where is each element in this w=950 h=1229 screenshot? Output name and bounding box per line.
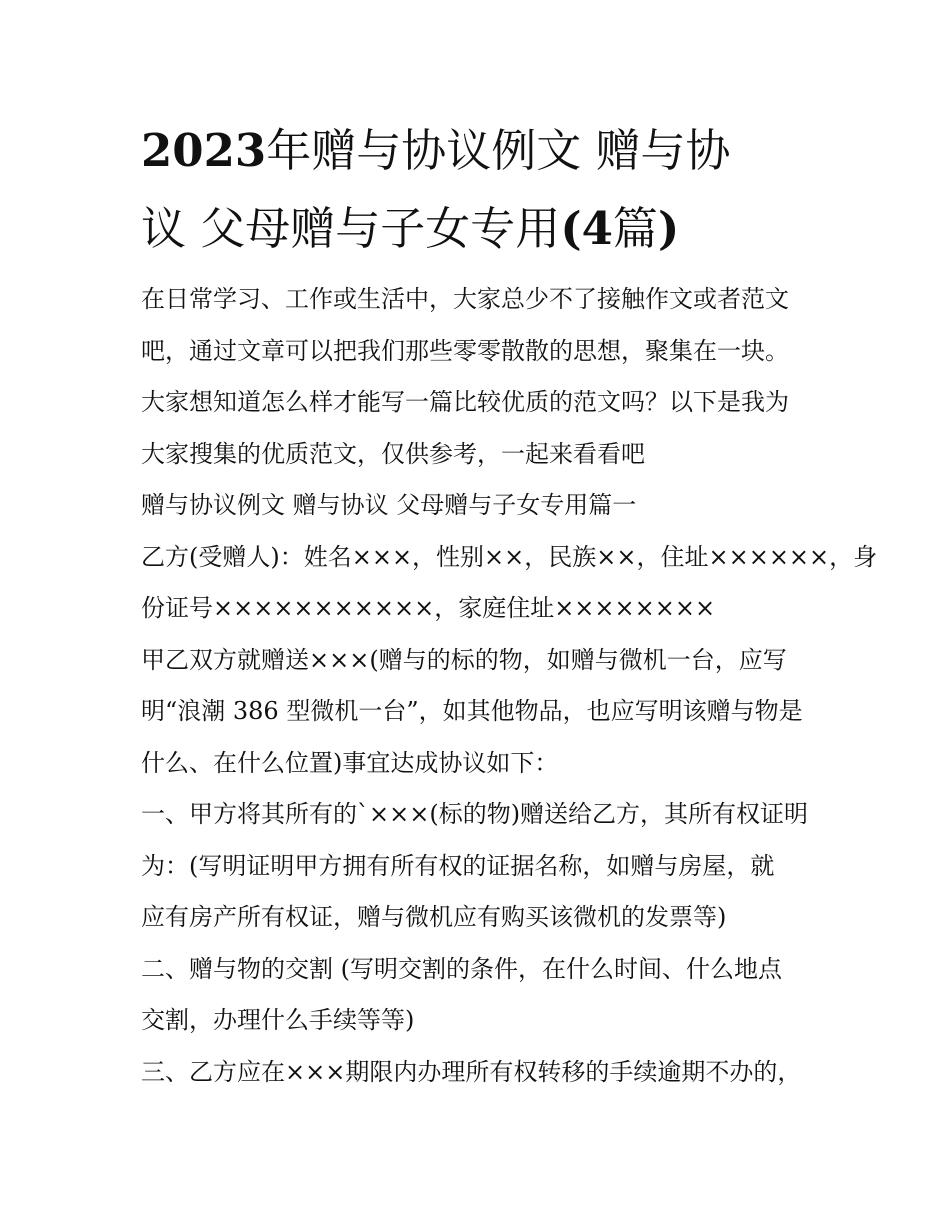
body-line: 甲乙双方就赠送×××(赠与的标的物，如赠与微机一台，应写 <box>141 645 787 674</box>
title-count-close: ) <box>657 202 680 255</box>
title-count-open: (4 <box>560 202 613 255</box>
document-title <box>141 112 821 268</box>
title-line-2 <box>141 190 821 268</box>
body-line: 三、乙方应在×××期限内办理所有权转移的手续逾期不办的， <box>141 1057 802 1086</box>
body-line: 一、甲方将其所有的`×××(标的物)赠送给乙方，其所有权证明 <box>141 800 809 828</box>
body-line: 份证号×××××××××××，家庭住址×××××××× <box>141 594 716 622</box>
document-page <box>141 112 878 1098</box>
title-line-1 <box>141 112 821 190</box>
body-line: 应有房产所有权证，赠与微机应有购买该微机的发票等) <box>141 903 727 931</box>
title-count-unit: 篇 <box>612 202 658 255</box>
title-line-1-text: 年赠与协议例文 赠与协 <box>266 124 731 177</box>
body-line: 吧，通过文章可以把我们那些零零散散的思想，聚集在一块。 <box>141 336 789 365</box>
body-line: 交割，办理什么手续等等) <box>141 1006 415 1034</box>
body-line: 明“浪潮 386 型微机一台”，如其他物品，也应写明该赠与物是 <box>141 697 803 725</box>
body-line: 什么、在什么位置)事宜达成协议如下： <box>141 748 559 777</box>
body-line: 二、赠与物的交割 (写明交割的条件，在什么时间、什么地点 <box>141 954 782 983</box>
title-year: 2023 <box>141 124 267 177</box>
title-line-2-text: 议 父母赠与子女专用 <box>141 202 561 255</box>
section-heading: 赠与协议例文 赠与协议 父母赠与子女专用篇一 <box>141 491 637 519</box>
body-line: 大家搜集的优质范文，仅供参考，一起来看看吧 <box>141 439 645 468</box>
body-line: 大家想知道怎么样才能写一篇比较优质的范文吗？以下是我为 <box>141 388 789 416</box>
body-line: 在日常学习、工作或生活中，大家总少不了接触作文或者范文 <box>141 285 789 313</box>
body-line: 乙方(受赠人)：姓名×××，性别××，民族××，住址××××××，身 <box>141 542 878 571</box>
document-body <box>141 274 878 1098</box>
body-line: 为：(写明证明甲方拥有所有权的证据名称，如赠与房屋，就 <box>141 851 775 880</box>
